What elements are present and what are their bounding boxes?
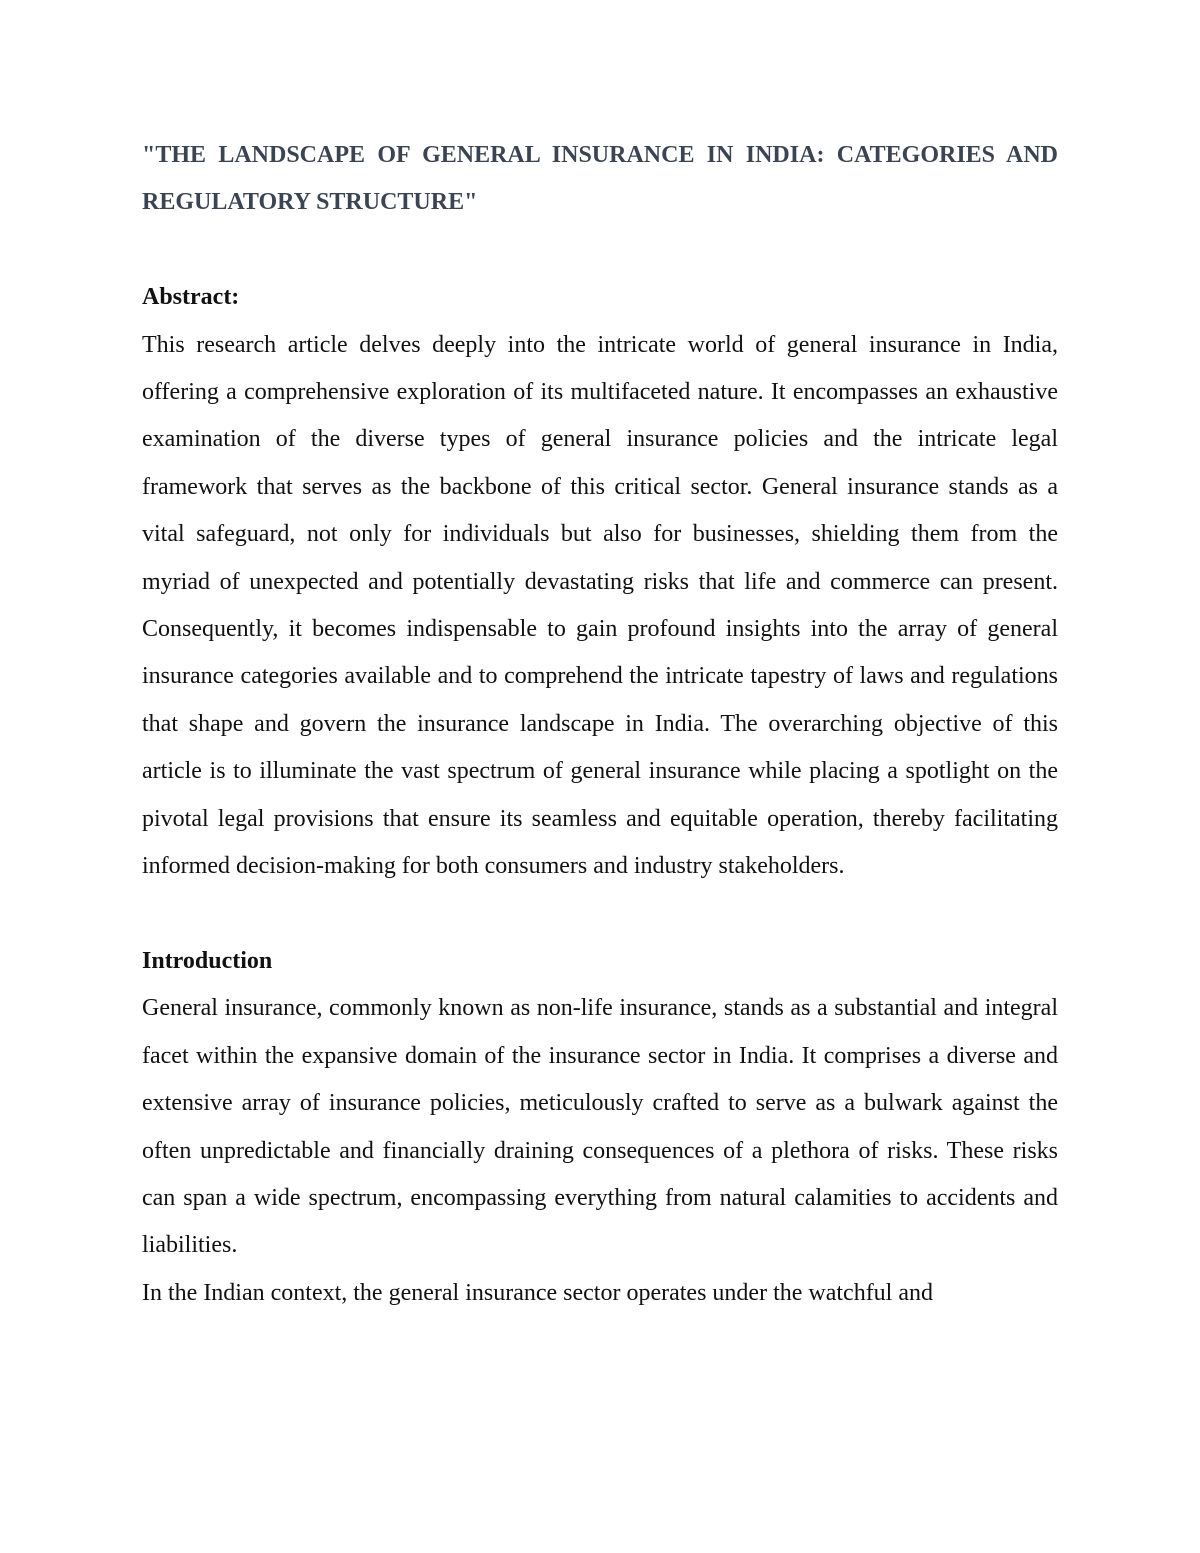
abstract-text: This research article delves deeply into the intricate world of general insurance in India, offering a comprehensive exploration of its multifaceted nature. It encompasses an exhaustive examination of the diverse types of general insurance policies and the intricate legal framework that serves as the backbone of this critical sector. General insurance stands as a vital safeguard, not only for individuals but also for businesses, shielding them from the myriad of unexpected and potentially devastating risks that life and commerce can present. Consequently, it becomes indispensable to gain profound insights into the array of general insurance categories available and to comprehend the intricate tapestry of laws and regulations that shape and govern the insurance landscape in India. The overarching objective of this article is to illuminate the vast spectrum of general insurance while placing a spotlight on the pivotal legal provisions that ensure its seamless and equitable operation, thereby facilitating informed decision-making for both consumers and industry stakeholders. — [142, 331, 1058, 880]
spacer — [142, 227, 1058, 274]
introduction-paragraph: In the Indian context, the general insurance sector operates under the watchful and — [142, 1279, 934, 1306]
document-title: "THE LANDSCAPE OF GENERAL INSURANCE IN INDIA: CATEGORIES AND REGULATORY STRUCTURE" — [142, 142, 1058, 216]
document-page — [142, 132, 1058, 1317]
spacer — [142, 890, 1058, 937]
introduction-heading: Introduction — [142, 947, 273, 974]
introduction-paragraph: General insurance, commonly known as non-life insurance, stands as a substantial and integral facet within the expansive domain of the insurance sector in India. It comprises a diverse and extensive array of insurance policies, meticulously crafted to serve as a bulwark against the often unpredictable and financially draining consequences of a plethora of risks. These risks can span a wide spectrum, encompassing everything from natural calamities to accidents and liabilities. — [142, 995, 1058, 1259]
abstract-heading: Abstract: — [142, 284, 240, 311]
